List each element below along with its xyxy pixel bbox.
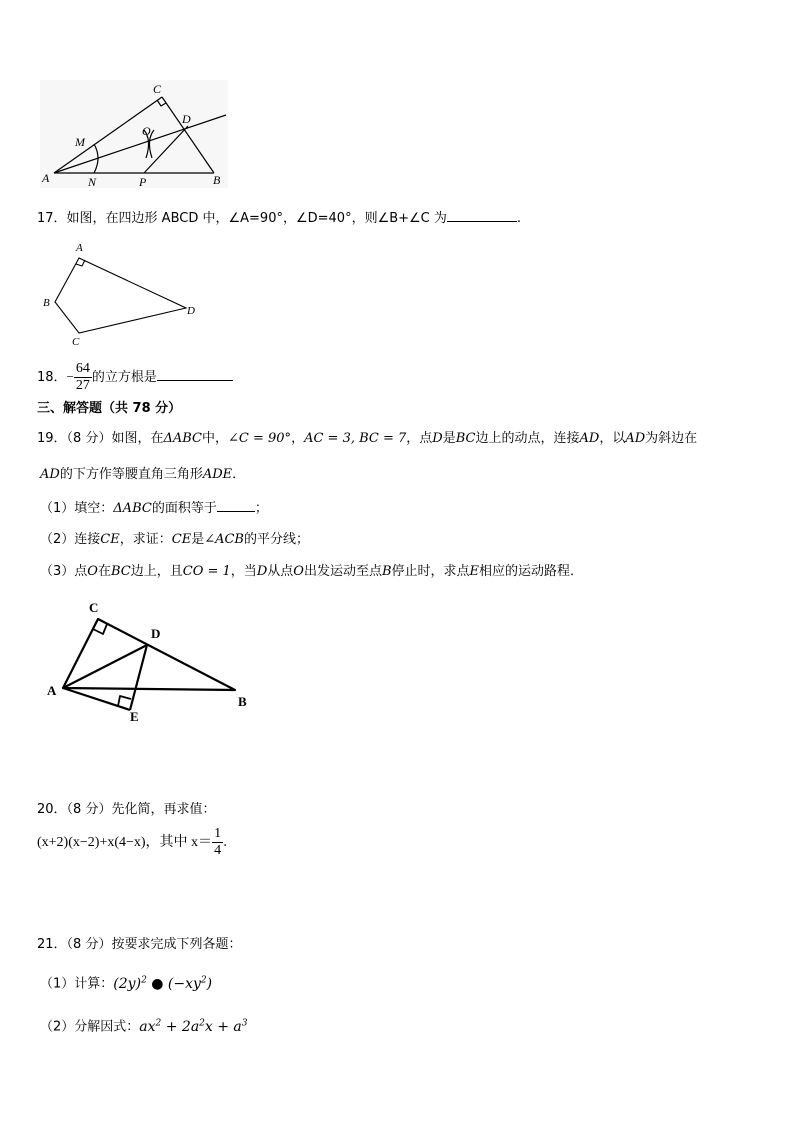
question-text: 如图，在四边形 ABCD 中，∠A=90°，∠D=40°，则∠B+∠C 为 [66, 211, 447, 226]
question-points: （8 分） [66, 431, 112, 446]
answer-blank[interactable] [157, 367, 233, 381]
question-text: 的立方根是 [91, 370, 157, 385]
figure-background [40, 80, 228, 188]
question-number: 17． [37, 211, 67, 226]
question-19-part-3: （3）点O在BC边上，且CO = 1，当D从点O出发运动至点B停止时，求点E相应的运动路程． [40, 564, 584, 579]
answer-blank[interactable] [217, 498, 255, 512]
right-angle-mark-E [118, 696, 131, 706]
label-D: D [151, 626, 161, 641]
answer-blank[interactable] [447, 208, 517, 222]
question-17 [37, 208, 521, 228]
question-19-part-1: （1）填空：ΔABC的面积等于 ； [40, 498, 268, 518]
section-title: 三、解答题（共 78 分） [37, 401, 182, 416]
quadrilateral-figure [38, 240, 208, 348]
question-21-line-1: 21．（8 分）按要求完成下列各题： [37, 937, 242, 952]
question-number: 19． [37, 431, 67, 446]
triangle-ADE-figure [42, 595, 262, 725]
question-21-part-2: （2）分解因式：$ax^2 + 2a^2x + a^3$ [40, 1018, 248, 1035]
label-D: D [187, 305, 195, 317]
segment-AD [63, 645, 147, 688]
label-C: C [153, 82, 162, 96]
question-number: 20． [37, 802, 67, 817]
question-19-line-2: AD的下方作等腰直角三角形ADE． [40, 467, 246, 482]
fraction [74, 361, 92, 394]
question-points: （8 分） [66, 802, 112, 817]
question-20-line-1: 20．（8 分）先化简，再求值： [37, 802, 216, 817]
label-B: B [213, 173, 221, 187]
label-A: A [47, 683, 57, 698]
label-E: E [130, 709, 139, 724]
label-N: N [88, 175, 97, 189]
triangle-construction-figure [36, 78, 232, 190]
label-P: P [139, 175, 147, 189]
label-M: M [75, 135, 85, 149]
question-19-part-2: （2）连接CE，求证：CE是∠ACB的平分线； [40, 532, 309, 547]
triangle-ABC [63, 619, 235, 690]
label-C: C [89, 600, 99, 615]
question-number: 21． [37, 937, 67, 952]
minus-sign: − [66, 369, 74, 384]
question-20-line-2: (x+2)(x−2)+x(4−x)，其中 x＝ $\frac{1}{4}$ . [37, 826, 228, 858]
fraction: $\frac{1}{4}$ [214, 826, 222, 858]
label-D: D [182, 112, 191, 126]
question-end: . [516, 211, 522, 226]
segment-DE [130, 645, 147, 710]
question-number: 18． [37, 370, 67, 385]
denominator: 27 [75, 378, 90, 393]
question-18 [37, 360, 233, 395]
label-A: A [42, 171, 50, 185]
label-C: C [72, 336, 80, 348]
question-points: （8 分） [66, 937, 112, 952]
quadrilateral-ABCD [55, 258, 186, 333]
label-O: O [142, 124, 151, 138]
math-expression: $ax^2 + 2a^2x + a^3$ [139, 1018, 248, 1035]
numerator: 64 [75, 361, 90, 376]
label-B: B [238, 694, 247, 709]
label-A: A [76, 242, 83, 254]
question-19-line-1: 19．（8 分）如图，在ΔABC中，∠C = 90°，AC = 3, BC = 7，点D是BC边上的动点，连接AD，以AD为斜边在 [37, 431, 698, 446]
question-21-part-1: （1）计算：$(2y)^2$ ● $(-xy^2)$ [40, 975, 213, 992]
math-expression: $(2y)^2$ ● $(-xy^2)$ [113, 975, 213, 992]
label-B: B [43, 297, 50, 309]
